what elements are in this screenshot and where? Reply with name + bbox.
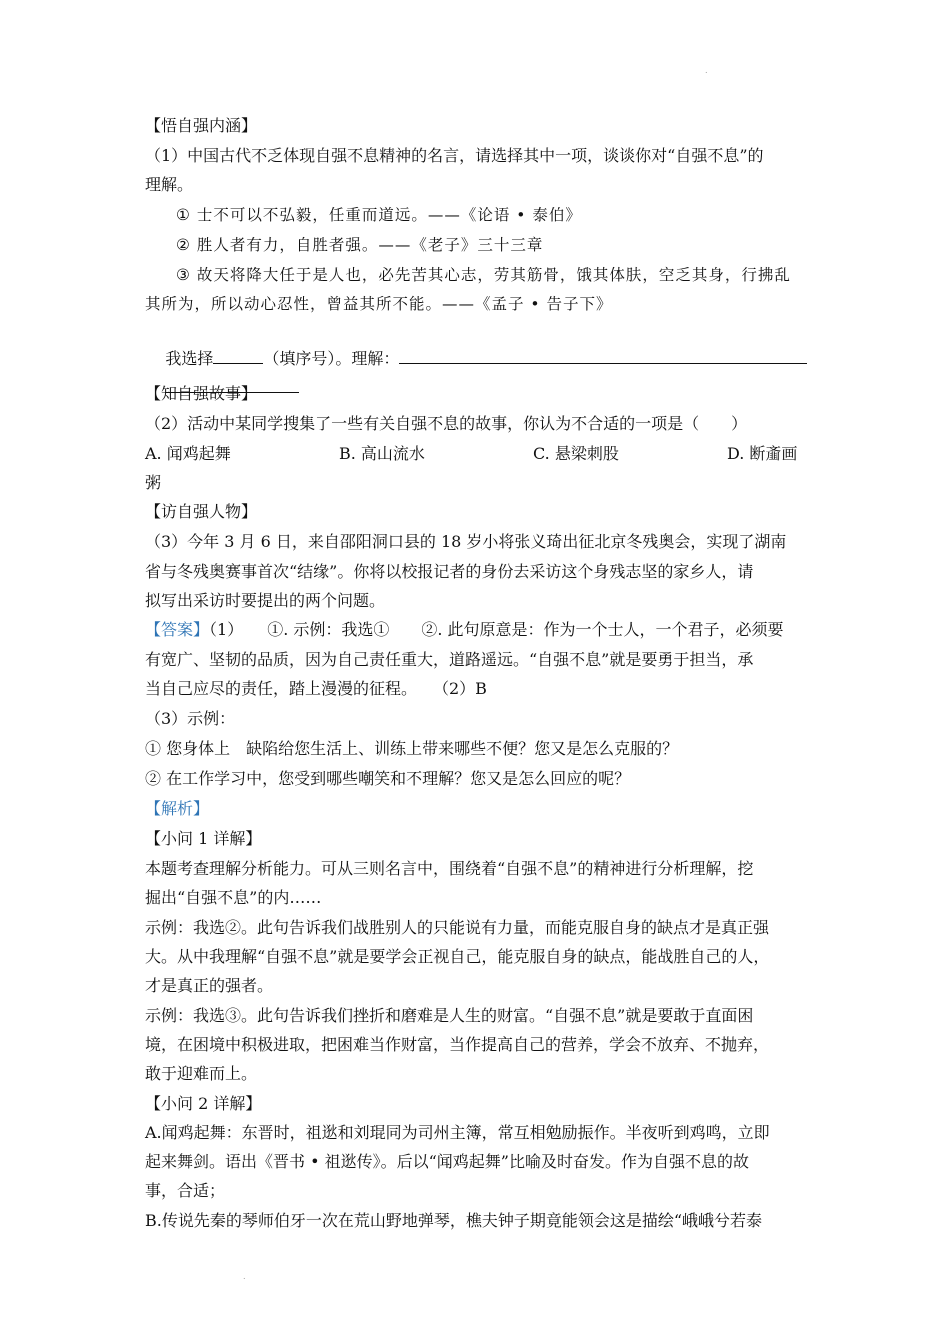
- answer-text: （3）示例：: [145, 709, 236, 728]
- question-text: （2）活动中某同学搜集了一些有关自强不息的故事，你认为不合适的一项是（ ）: [145, 414, 748, 433]
- choose-prefix: 我选择: [165, 349, 214, 368]
- question-text: 省与冬残奥赛事首次“结缘”。你将以校报记者的身份去采访这个身残志坚的家乡人，请: [145, 562, 754, 581]
- section-heading: 【悟自强内涵】: [145, 116, 258, 135]
- sub-heading: 【小问 1 详解】: [145, 829, 262, 848]
- analysis-text: 本题考查理解分析能力。可从三则名言中，围绕着“自强不息”的精神进行分析理解，挖: [145, 859, 754, 878]
- analysis-text: 才是真正的强者。: [145, 976, 274, 995]
- choose-middle: （填序号）。理解：: [263, 349, 400, 368]
- analysis-text: 示例：我选②。此句告诉我们战胜别人的只能说有力量，而能克服自身的缺点才是真正强: [145, 918, 770, 937]
- answer-text: （1） ①. 示例：我选① ②. 此句原意是：作为一个士人，一个君子，必须要: [209, 620, 784, 639]
- quote-item: 其所为，所以动心忍性，曾益其所不能。——《孟子 • 告子下》: [145, 295, 613, 313]
- section-heading: 【知自强故事】: [145, 384, 258, 403]
- analysis-text: 敢于迎难而上。: [145, 1064, 258, 1083]
- analysis-text: 掘出“自强不息”的内……: [145, 888, 322, 907]
- question-text: （3）今年 3 月 6 日，来自邵阳洞口县的 18 岁小将张义琦出征北京冬残奥会，实现了湖南: [145, 532, 787, 551]
- option-a: A. 闻鸡起舞: [145, 444, 231, 463]
- answer-text: ② 在工作学习中，您受到哪些嘲笑和不理解？您又是怎么回应的呢？: [145, 769, 631, 788]
- sub-heading: 【小问 2 详解】: [145, 1094, 262, 1113]
- scan-mark: .: [705, 66, 708, 75]
- option-d-wrap: 粥: [145, 473, 162, 492]
- option-c: C. 悬梁刺股: [533, 444, 619, 463]
- analysis-text: 大。从中我理解“自强不息”就是要学会正视自己，能克服自身的缺点，能战胜自己的人，: [145, 947, 770, 966]
- quote-item: ③ 故天将降大任于是人也，必先苦其心志，劳其筋骨，饿其体肤，空乏其身，行拂乱: [176, 266, 791, 284]
- analysis-text: 示例：我选③。此句告诉我们挫折和磨难是人生的财富。“自强不息”就是要敢于直面困: [145, 1006, 754, 1025]
- analysis-text: 起来舞剑。语出《晋书 • 祖逖传》。后以“闻鸡起舞”比喻及时奋发。作为自强不息的故: [145, 1152, 749, 1171]
- answer-label: 【答案】: [145, 620, 210, 639]
- analysis-text: 境，在困境中积极进取，把困难当作财富，当作提高自己的营养，学会不放弃、不抛弃，: [145, 1035, 770, 1054]
- answer-text: 有宽广、坚韧的品质，因为自己责任重大，道路遥远。“自强不息”就是要勇于担当，承: [145, 650, 754, 669]
- option-b: B. 高山流水: [339, 444, 425, 463]
- answer-text: 当自己应尽的责任，踏上漫漫的征程。 （2）B: [145, 679, 487, 698]
- analysis-text: A.闻鸡起舞：东晋时，祖逖和刘琨同为司州主簿，常互相勉励振作。半夜听到鸡鸣，立即: [145, 1123, 770, 1142]
- analysis-text: 事，合适；: [145, 1181, 226, 1200]
- quote-item: ① 士不可以不弘毅，任重而道远。——《论语 • 泰伯》: [176, 206, 582, 224]
- answer-line: [145, 619, 784, 641]
- analysis-label: 【解析】: [145, 799, 210, 818]
- question-text: 拟写出采访时要提出的两个问题。: [145, 591, 386, 610]
- question-text: 理解。: [145, 175, 194, 194]
- section-heading: 【访自强人物】: [145, 502, 258, 521]
- quote-item: ② 胜人者有力，自胜者强。——《老子》三十三章: [176, 236, 544, 254]
- question-text: （1）中国古代不乏体现自强不息精神的名言，请选择其中一项，谈谈你对“自强不息”的: [145, 146, 764, 165]
- option-d: D. 断齑画: [727, 444, 798, 463]
- blank-line-understanding[interactable]: [399, 346, 807, 364]
- analysis-text: B.传说先秦的琴师伯牙一次在荒山野地弹琴，樵夫钟子期竟能领会这是描绘“峨峨兮若泰: [145, 1211, 763, 1230]
- scan-mark: .: [243, 1272, 246, 1281]
- answer-text: ① 您身体上 缺陷给您生活上、训练上带来哪些不便？您又是怎么克服的？: [145, 739, 679, 758]
